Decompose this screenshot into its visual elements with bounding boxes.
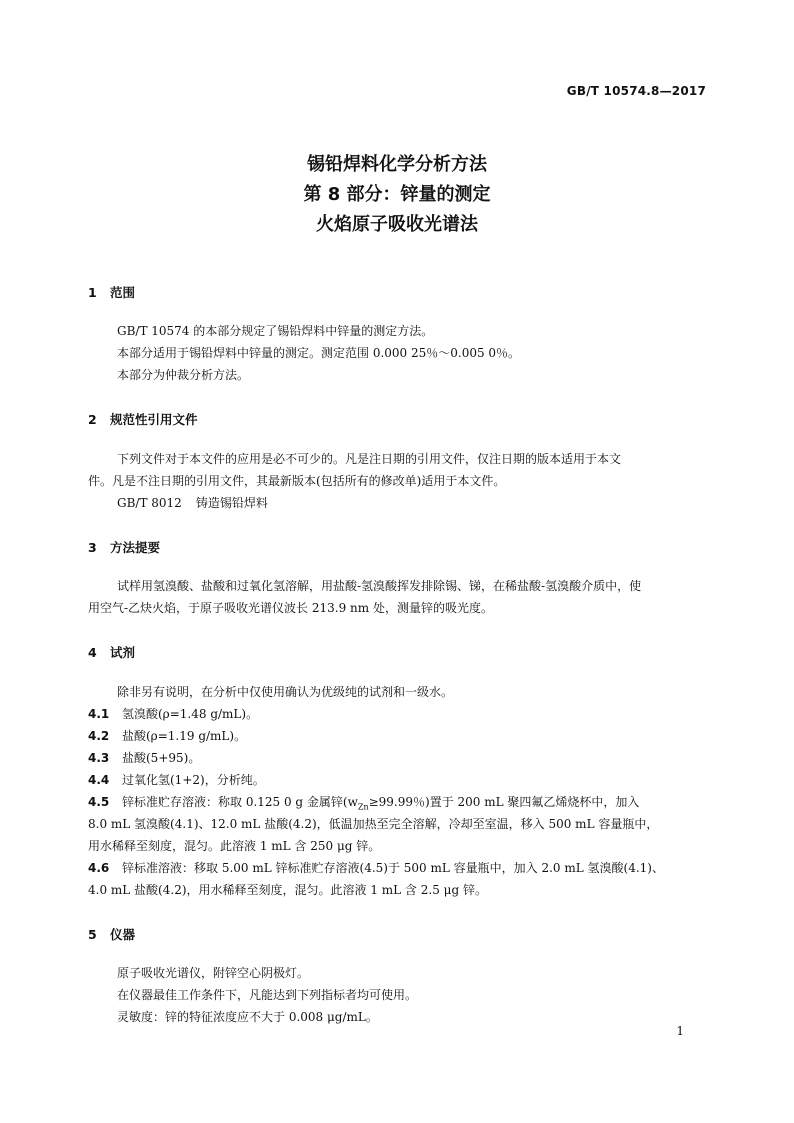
paragraph-continuation: 8.0 mL 氢溴酸(4.1)、12.0 mL 盐酸(4.2)，低温加热至完全溶解，冷却至室温，移入 500 mL 容量瓶中， [88, 817, 659, 831]
paragraph: 试样用氢溴酸、盐酸和过氧化氢溶解，用盐酸-氢溴酸挥发排除锡、锑，在稀盐酸-氢溴酸介质中，使 [117, 579, 642, 593]
section-number: 1 [88, 285, 97, 300]
item-text: 盐酸(ρ=1.19 g/mL)。 [122, 729, 247, 743]
item-text: 锌标准溶液：移取 5.00 mL 锌标准贮存溶液(4.5)于 500 mL 容量瓶中，加入 2.0 mL 氢溴酸(4.1)、 [122, 861, 664, 875]
page-number: 1 [676, 1024, 684, 1038]
item-number: 4.1 [88, 707, 110, 721]
item-number: 4.3 [88, 751, 110, 765]
section-4-heading [88, 643, 135, 661]
paragraph: 下列文件对于本文件的应用是必不可少的。凡是注日期的引用文件，仅注日期的版本适用于本文 [117, 452, 622, 466]
title-line-2: 第 8 部分：锌量的测定 [303, 184, 491, 205]
title-line-3: 火焰原子吸收光谱法 [316, 214, 478, 235]
paragraph: 原子吸收光谱仪，附锌空心阴极灯。 [117, 966, 310, 980]
item-text: 盐酸(5+95)。 [122, 751, 201, 765]
document-title [0, 150, 794, 240]
paragraph: 本部分为仲裁分析方法。 [117, 368, 250, 382]
item-text: ≥99.99％)置于 200 mL 聚四氟乙烯烧杯中，加入 [368, 795, 640, 809]
item-text: 氢溴酸(ρ=1.48 g/mL)。 [122, 707, 259, 721]
reagent-item-4-1 [88, 707, 258, 721]
section-title: 规范性引用文件 [110, 412, 198, 427]
section-number: 4 [88, 645, 97, 660]
paragraph-continuation: 用水稀释至刻度，混匀。此溶液 1 mL 含 250 μg 锌。 [88, 839, 381, 853]
section-1-heading [88, 283, 135, 301]
reagent-item-4-3 [88, 751, 200, 765]
section-title: 仪器 [110, 927, 136, 942]
paragraph-continuation: 4.0 mL 盐酸(4.2)，用水稀释至刻度，混匀。此溶液 1 mL 含 2.5 μg 锌。 [88, 883, 487, 897]
section-title: 试剂 [110, 645, 136, 660]
reference-entry [117, 496, 268, 510]
item-number: 4.6 [88, 861, 110, 875]
section-title: 范围 [110, 285, 136, 300]
item-number: 4.2 [88, 729, 110, 743]
paragraph: 在仪器最佳工作条件下，凡能达到下列指标者均可使用。 [117, 988, 418, 1002]
item-text: 锌标准贮存溶液：称取 0.125 0 g 金属锌(w [122, 795, 358, 809]
reagent-item-4-6 [88, 861, 664, 875]
reference-code: GB/T 8012 [117, 496, 182, 510]
paragraph: 除非另有说明，在分析中仅使用确认为优级纯的试剂和一级水。 [117, 685, 454, 699]
section-number: 2 [88, 412, 97, 427]
section-5-heading [88, 925, 135, 943]
paragraph-continuation: 件。凡是不注日期的引用文件，其最新版本(包括所有的修改单)适用于本文件。 [88, 474, 506, 488]
subscript: Zn [357, 802, 369, 812]
paragraph: GB/T 10574 的本部分规定了锡铅焊料中锌量的测定方法。 [117, 324, 434, 338]
reagent-item-4-5 [88, 795, 639, 814]
paragraph: 本部分适用于锡铅焊料中锌量的测定。测定范围 0.000 25％～0.005 0％。 [117, 346, 521, 360]
item-number: 4.4 [88, 773, 110, 787]
reference-title: 铸造锡铅焊料 [195, 496, 268, 510]
title-line-1: 锡铅焊料化学分析方法 [307, 154, 487, 175]
item-text: 过氧化氢(1+2)，分析纯。 [122, 773, 265, 787]
item-number: 4.5 [88, 795, 110, 809]
section-number: 5 [88, 927, 97, 942]
paragraph: 灵敏度：锌的特征浓度应不大于 0.008 μg/mL。 [117, 1010, 378, 1024]
reagent-item-4-2 [88, 729, 246, 743]
section-title: 方法提要 [110, 540, 161, 555]
paragraph-continuation: 用空气-乙炔火焰，于原子吸收光谱仪波长 213.9 nm 处，测量锌的吸光度。 [88, 601, 493, 615]
section-3-heading [88, 538, 160, 556]
section-2-heading [88, 410, 198, 428]
reagent-item-4-4 [88, 773, 265, 787]
section-number: 3 [88, 540, 97, 555]
standard-code: GB/T 10574.8—2017 [566, 84, 706, 98]
